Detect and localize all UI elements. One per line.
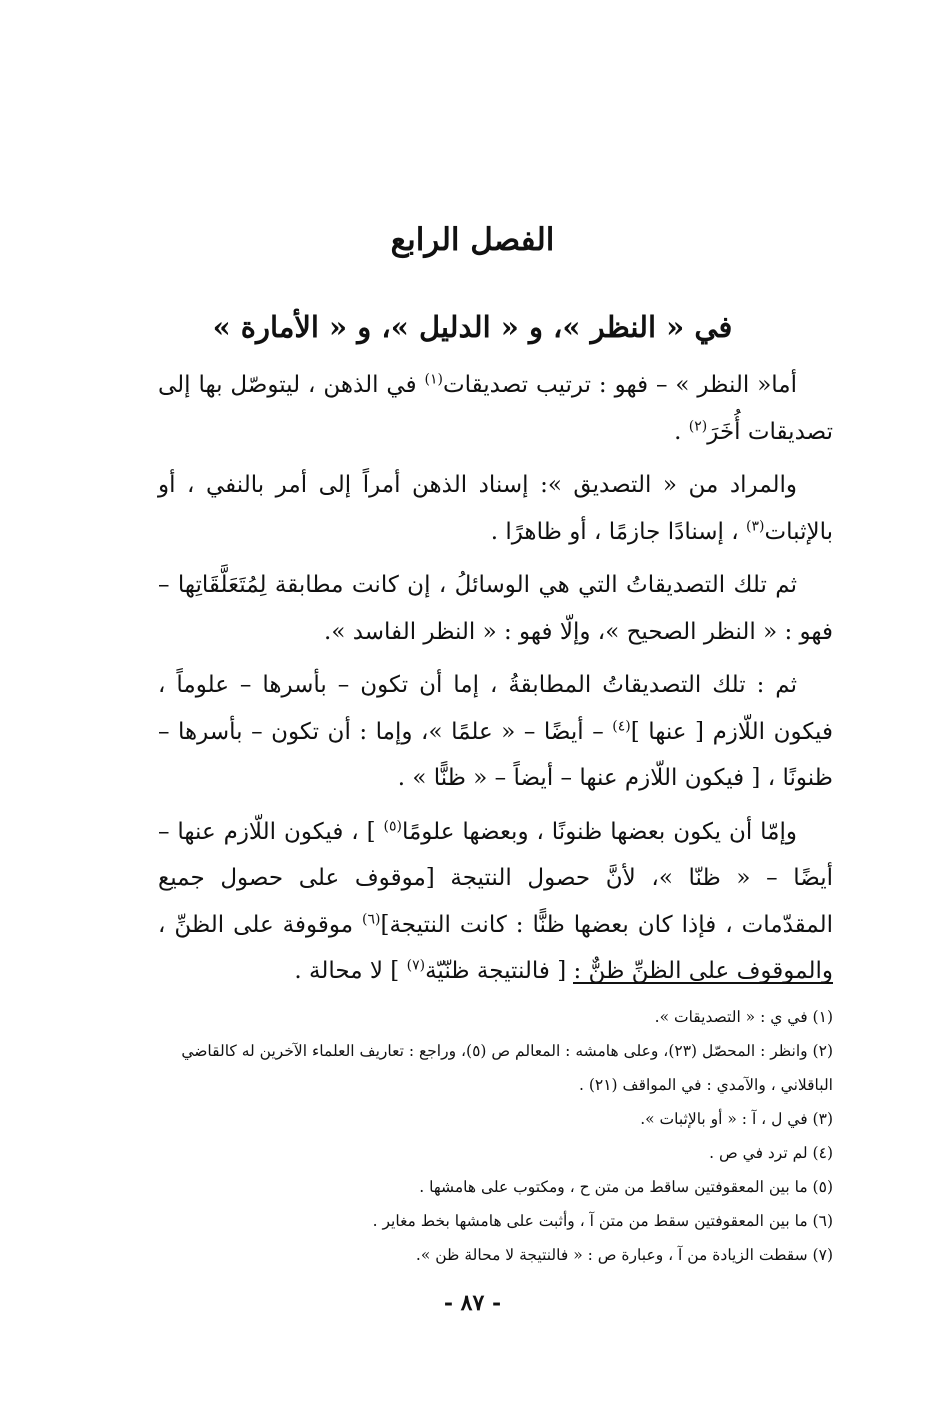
footnote: (٦) ما بين المعقوفتين سقط من متن آ ، وأثبت على هامشها بخط مغاير . (372, 1212, 833, 1230)
footnote-text: (٢) وانظر : المحصّل (٢٣)، وعلى هامشه : المعالم ص (٥)، وراجع : تعاريف العلماء الآخرين له كالقاضي (181, 1042, 833, 1060)
footnote: (٧) سقطت الزيادة من آ ، وعبارة ص : « فالنتيجة لا محالة ظن ». (415, 1246, 833, 1264)
paragraph-ilm-zann (158, 662, 833, 802)
footnote: (٣) في ل ، آ : « أو بالإثبات ». (640, 1110, 833, 1128)
footnote-ref[interactable]: (٥) (383, 817, 402, 834)
footnote-divider (573, 982, 833, 984)
text-run: ] ، فيكون اللّازم عنها – أيضًا – « ظنّا »، لأنَّ حصول النتيجة [موقوف على حصول جميع المقدّمات ، فإذا كان بعضها ظنًّا : كانت النتيجة] (158, 818, 833, 938)
section-title: في « النظر »، و « الدليل »، و « الأمارة » (212, 310, 733, 344)
footnote-ref[interactable]: (٧) (406, 957, 426, 974)
footnote-ref[interactable]: (١) (424, 371, 443, 388)
text-run: أما« النظر » – فهو : ترتيب تصديقات (442, 372, 797, 398)
footnote-text-continued: الباقلاني ، والآمدي : في المواقف (٢١) . (578, 1076, 833, 1094)
chapter-title: الفصل الرابع (390, 222, 555, 258)
text-run: وإمّا أن يكون بعضها ظنونًا ، وبعضها علومًا (401, 818, 797, 845)
footnote: (١) في ي : « التصديقات ». (654, 1008, 833, 1026)
text-run: في الذهن ، ليتوصّل بها إلى تصديقات أُخَرَ (158, 372, 833, 445)
footnote-ref[interactable]: (٦) (362, 910, 381, 927)
footnote: (٤) لم ترد في ص . (709, 1144, 833, 1162)
page-number: - ٨٧ - (443, 1290, 502, 1316)
text-run: ] لا محالة . (294, 958, 407, 984)
text-run: ، إسنادًا جازمًا ، أو ظاهرًا . (490, 518, 746, 545)
text-run: . (674, 418, 689, 445)
text-run: – أيضًا – « علمًا »، وإما : أن تكون – بأسرها – ظنونًا ، [ فيكون اللّازم عنها – أيضاً – « ظنًّا » . (158, 718, 833, 791)
paragraph-mixed-premises (158, 809, 833, 995)
paragraph-nazar-definition (158, 362, 833, 455)
footnote: (٥) ما بين المعقوفتين ساقط من متن ح ، ومكتوب على هامشها . (419, 1178, 833, 1196)
paragraph-sahih-fasid (158, 562, 833, 655)
paragraph-tasdiq-definition (158, 462, 833, 555)
footnotes (158, 1000, 833, 1272)
footnote-ref[interactable]: (٤) (612, 717, 631, 734)
footnote-ref[interactable]: (٢) (688, 417, 708, 434)
main-text (158, 362, 833, 1002)
text-run: ثم : تلك التصديقاتُ المطابقةُ ، إما أن تكون – بأسرها – علوماً ، فيكون اللّازم [ عنها ] (158, 672, 833, 745)
text-run: موقوفة على الظنِّ ، والموقوف على الظنِّ ظنٌّ : [ فالنتيجة ظنّيّة (158, 911, 833, 984)
text-run: ثم تلك التصديقاتُ التي هي الوسائلُ ، إن كانت مطابقة لِمُتَعَلَّقَاتِها – فهو : « النظر الصحيح »، وإلّا فهو : « النظر الفاسد ». (158, 572, 833, 645)
text-run: والمراد من « التصديق »: إسناد الذهن أمراً إلى أمر بالنفي ، أو بالإثبات (158, 472, 833, 545)
footnote (158, 1034, 833, 1102)
footnote-ref[interactable]: (٣) (746, 517, 765, 534)
